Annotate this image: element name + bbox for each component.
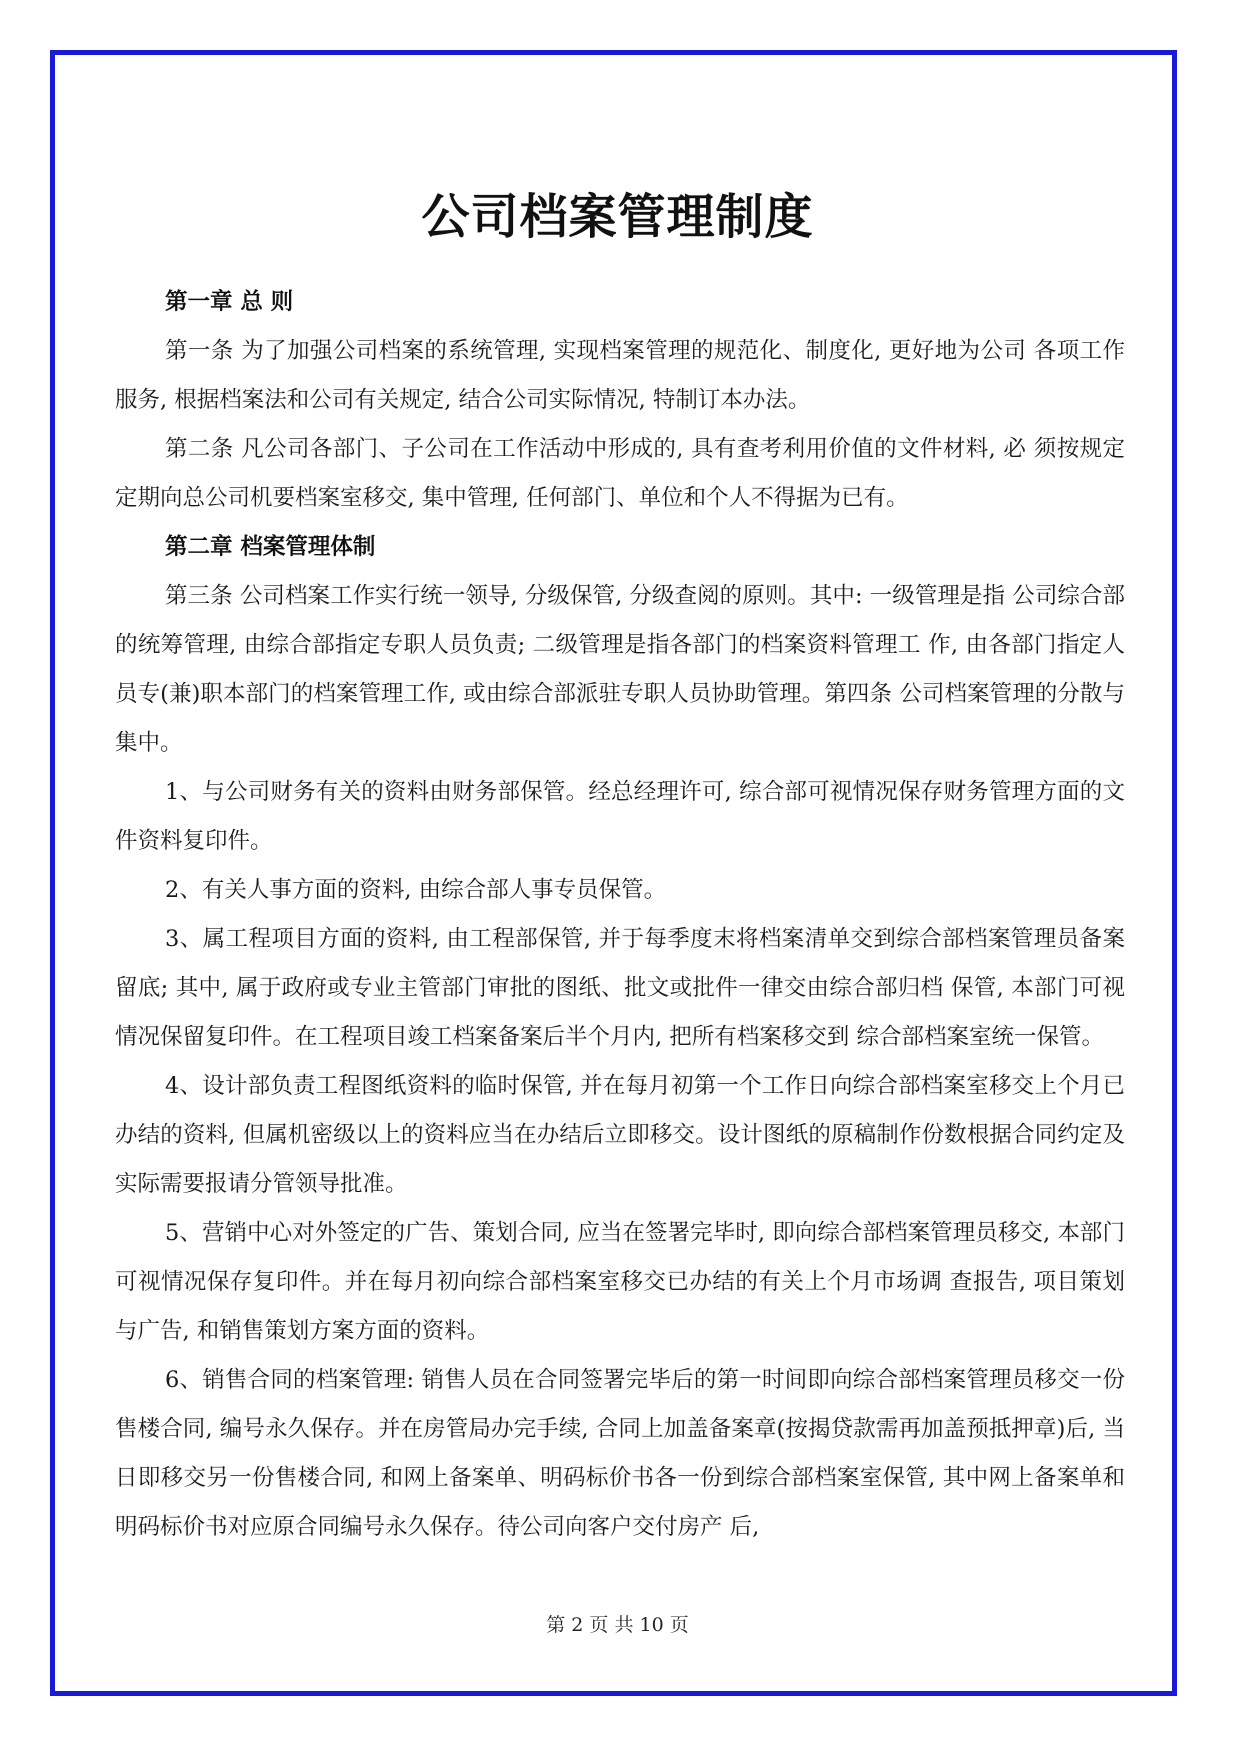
list-item: 4、设计部负责工程图纸资料的临时保管, 并在每月初第一个工作日向综合部档案室移交上个月已办结的资料, 但属机密级以上的资料应当在办结后立即移交。设计图纸的原稿制作份数根据合同约定及实际需要报请分管领导批准。 (115, 1073, 1125, 1197)
list-item: 6、销售合同的档案管理: 销售人员在合同签署完毕后的第一时间即向综合部档案管理员移交一份售楼合同, 编号永久保存。并在房管局办完手续, 合同上加盖备案章(按揭贷款需再加盖预抵押章)后, 当日即移交另一份售楼合同, 和网上备案单、明码标价书各一份到综合部档案室保管, 其中网上备案单和明码标价书对应原合同编号永久保存。待公司向客户交付房产 后, (115, 1367, 1125, 1540)
document-body (115, 278, 1125, 1552)
list-item: 5、营销中心对外签定的广告、策划合同, 应当在签署完毕时, 即向综合部档案管理员移交, 本部门可视情况保存复印件。并在每月初向综合部档案室移交已办结的有关上个月市场调 查报告, 项目策划与广告, 和销售策划方案方面的资料。 (115, 1220, 1125, 1344)
list-item: 1、与公司财务有关的资料由财务部保管。经总经理许可, 综合部可视情况保存财务管理方面的文件资料复印件。 (115, 779, 1125, 854)
chapter-heading: 第一章 总 则 (165, 289, 294, 315)
paragraph: 第一条 为了加强公司档案的系统管理, 实现档案管理的规范化、制度化, 更好地为公司 各项工作服务, 根据档案法和公司有关规定, 结合公司实际情况, 特制订本办法。 (115, 338, 1125, 413)
list-item: 2、有关人事方面的资料, 由综合部人事专员保管。 (165, 877, 667, 903)
chapter-heading: 第二章 档案管理体制 (165, 534, 376, 560)
paragraph: 第二条 凡公司各部门、子公司在工作活动中形成的, 具有查考利用价值的文件材料, 必 须按规定定期向总公司机要档案室移交, 集中管理, 任何部门、单位和个人不得据为已有。 (115, 436, 1125, 511)
page-title: 公司档案管理制度 (421, 189, 814, 245)
page-number: 第 2 页 共 10 页 (546, 1614, 689, 1636)
list-item: 3、属工程项目方面的资料, 由工程部保管, 并于每季度末将档案清单交到综合部档案管理员备案留底; 其中, 属于政府或专业主管部门审批的图纸、批文或批件一律交由综合部归档 保管, 本部门可视情况保留复印件。在工程项目竣工档案备案后半个月内, 把所有档案移交到 综合部档案室统一保管。 (115, 926, 1125, 1050)
paragraph: 第三条 公司档案工作实行统一领导, 分级保管, 分级查阅的原则。其中: 一级管理是指 公司综合部的统筹管理, 由综合部指定专职人员负责; 二级管理是指各部门的档案资料管理工 作, 由各部门指定人员专(兼)职本部门的档案管理工作, 或由综合部派驻专职人员协助管理。第四条 公司档案管理的分散与集中。 (115, 583, 1125, 756)
